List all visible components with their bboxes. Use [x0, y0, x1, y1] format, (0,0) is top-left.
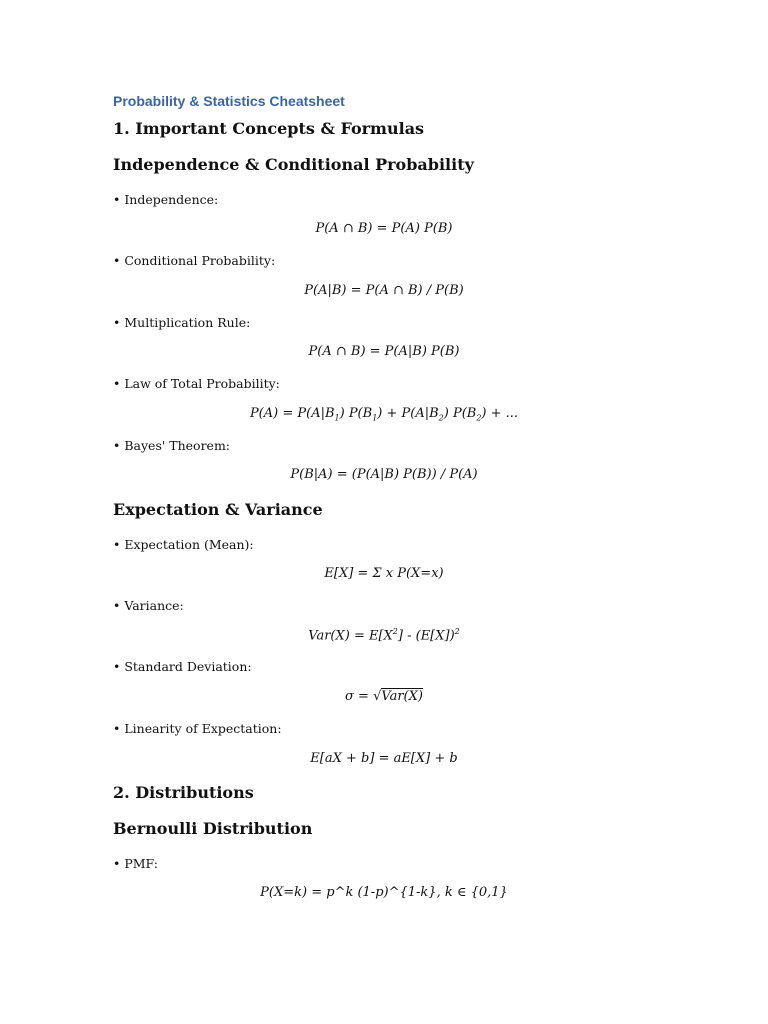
section-heading-concepts: 1. Important Concepts & Formulas	[113, 119, 425, 138]
bullet-conditional-probability: • Conditional Probability:	[113, 253, 276, 268]
formula-conditional-probability: P(A|B) = P(A ∩ B) / P(B)	[304, 283, 464, 298]
formula-pmf: P(X=k) = p^k (1-p)^{1-k}, k ∈ {0,1}	[260, 885, 508, 900]
formula-bayes-theorem: P(B|A) = (P(A|B) P(B)) / P(A)	[290, 467, 478, 482]
bullet-expectation: • Expectation (Mean):	[113, 537, 254, 552]
formula-independence: P(A ∩ B) = P(A) P(B)	[315, 221, 453, 236]
formula-expectation: E[X] = Σ x P(X=x)	[324, 566, 444, 581]
formula-multiplication-rule: P(A ∩ B) = P(A|B) P(B)	[308, 344, 460, 359]
bullet-linearity: • Linearity of Expectation:	[113, 721, 282, 736]
formula-variance: $Var(X) = E[X^2] - (E[X])^2$	[308, 627, 460, 644]
document-title: Probability & Statistics Cheatsheet	[113, 93, 345, 109]
bullet-variance: • Variance:	[113, 598, 184, 613]
formula-total-probability: $P(A) = P(A|B_1) P(B_1) + P(A|B_2) P(B_2)$ + ...	[249, 406, 519, 423]
bullet-bayes-theorem: • Bayes' Theorem:	[113, 438, 231, 453]
formula-linearity: E[aX + b] = aE[X] + b	[310, 751, 458, 766]
bullet-multiplication-rule: • Multiplication Rule:	[113, 315, 251, 330]
subsection-heading-expectation: Expectation & Variance	[113, 500, 323, 519]
bullet-pmf: • PMF:	[113, 856, 158, 871]
subsection-heading-bernoulli: Bernoulli Distribution	[113, 819, 313, 838]
bullet-independence: • Independence:	[113, 192, 219, 207]
bullet-total-probability: • Law of Total Probability:	[113, 376, 280, 391]
bullet-standard-deviation: • Standard Deviation:	[113, 659, 252, 674]
subsection-heading-independence: Independence & Conditional Probability	[113, 155, 474, 174]
formula-standard-deviation: σ = √Var(X)	[345, 689, 423, 704]
section-heading-distributions: 2. Distributions	[113, 783, 254, 802]
